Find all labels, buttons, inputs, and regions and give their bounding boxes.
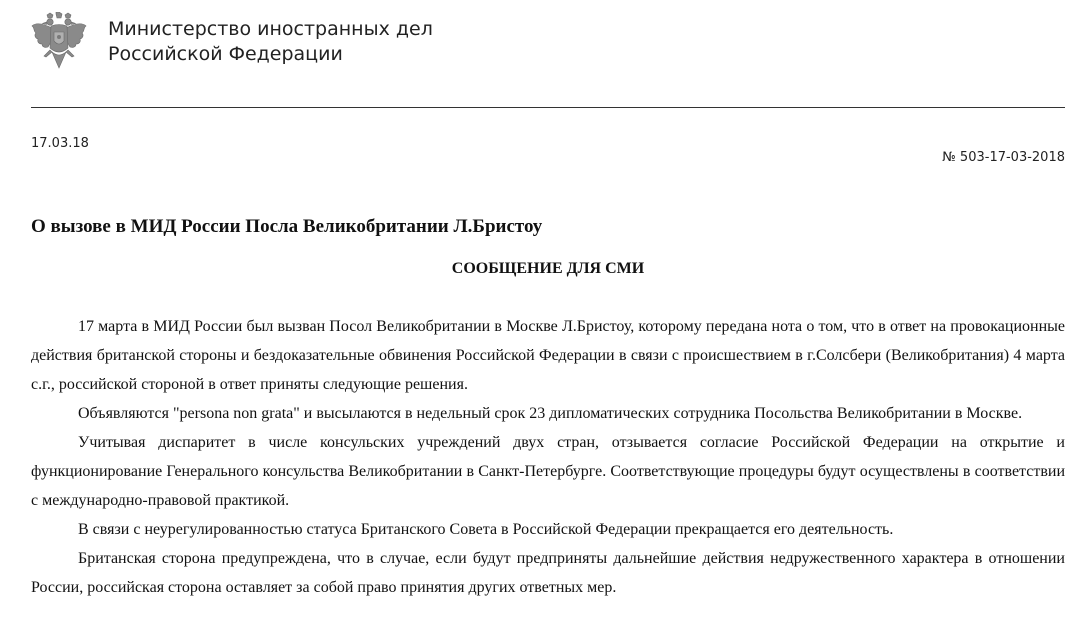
article-paragraph: В связи с неурегулированностью статуса Британского Совета в Российской Федерации прекращается его деятельность. (78, 521, 894, 538)
document-number: № 503-17-03-2018 (942, 150, 1065, 165)
article-paragraph: Учитывая диспаритет в числе консульских учреждений двух стран, отзывается согласие Российской Федерации на открытие и функционирование Генерального консульства Великобритании в Санкт-Петербурге. Соответствующие процедуры будут осуществлены в соответствии с международно-правовой практикой. (31, 434, 1065, 509)
article-body (31, 312, 1065, 602)
page-header (30, 10, 433, 74)
publication-date: 17.03.18 (31, 136, 89, 151)
article-paragraph: 17 марта в МИД России был вызван Посол Великобритании в Москве Л.Бристоу, которому передана нота о том, что в ответ на провокационные действия британской стороны и бездоказательные обвинения Российской Федерации в связи с происшествием в г.Солсбери (Великобритания) 4 марта с.г., российской стороной в ответ приняты следующие решения. (31, 318, 1065, 393)
header-divider (31, 107, 1065, 108)
article-title: О вызове в МИД России Посла Великобритании Л.Бристоу (31, 216, 543, 237)
article-paragraph: Объявляются "persona non grata" и высылаются в недельный срок 23 дипломатических сотрудника Посольства Великобритании в Москве. (78, 405, 1023, 422)
article-paragraph: Британская сторона предупреждена, что в случае, если будут предприняты дальнейшие действия недружественного характера в отношении России, российская сторона оставляет за собой право принятия других ответных мер. (31, 550, 1065, 596)
article-subtitle: СООБЩЕНИЕ ДЛЯ СМИ (451, 260, 645, 277)
ministry-name-line2: Российской Федерации (108, 43, 343, 65)
double-headed-eagle-icon (30, 12, 88, 72)
ministry-name-line1: Министерство иностранных дел (108, 18, 433, 40)
ministry-name (108, 17, 433, 67)
